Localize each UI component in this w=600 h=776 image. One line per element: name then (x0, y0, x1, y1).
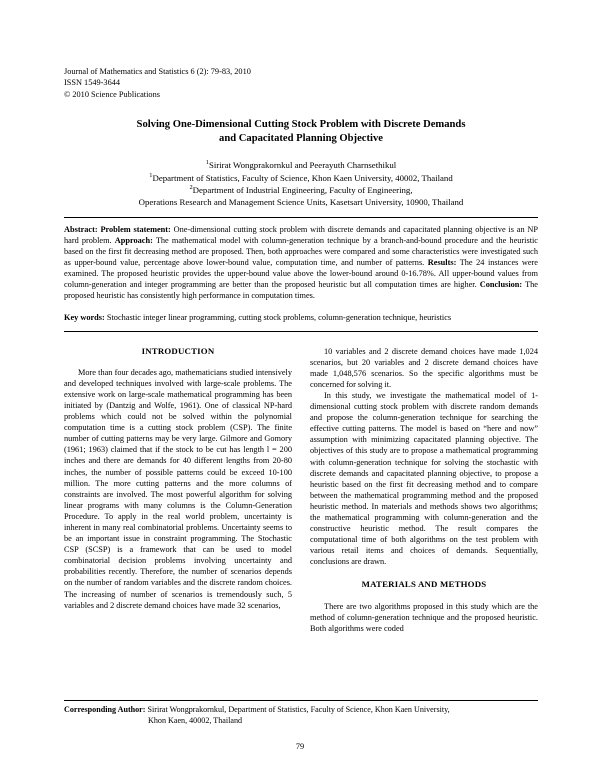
journal-header (64, 66, 538, 100)
section-heading-materials: MATERIALS AND METHODS (361, 579, 487, 590)
affiliation-1 (64, 172, 538, 184)
divider-bottom (64, 331, 538, 332)
footer-divider (64, 700, 538, 701)
author-list (64, 159, 538, 171)
abstract-block (64, 224, 538, 302)
affiliation-3 (64, 196, 538, 208)
affiliation-2 (64, 184, 538, 196)
affiliation-sup-2: 2 (189, 184, 193, 192)
page-number: 79 (295, 742, 305, 751)
paper-title (64, 118, 538, 146)
abstract-results-label: Results: (427, 258, 457, 268)
corresponding-author-line-1: Sirirat Wongprakornkul, Department of Statistics, Faculty of Science, Khon Kaen University, (147, 705, 450, 714)
affiliation-sup-1: 1 (149, 171, 153, 179)
corresponding-author-line-2: Khon Kaen, 40002, Thailand (148, 716, 243, 725)
abstract-label: Abstract: (64, 224, 98, 234)
abstract-conclusion-label: Conclusion: (479, 280, 523, 290)
corresponding-author-label: Corresponding Author: (64, 705, 146, 714)
author-names: Sirirat Wongprakornkul and Peerayuth Charnsethikul (208, 160, 397, 171)
column-right (310, 346, 538, 634)
keywords-label: Key words: (64, 312, 105, 322)
abstract-problem-label: Problem statement: (100, 224, 171, 234)
keywords-text: Stochastic integer linear programming, cutting stock problems, column-generation technique, heuristics (106, 312, 452, 322)
abstract-approach-label: Approach: (114, 235, 153, 245)
keywords-block (64, 312, 538, 323)
column-left (64, 346, 292, 634)
journal-copyright: © 2010 Science Publications (64, 89, 160, 99)
affiliation-2-text: Department of Industrial Engineering, Faculty of Engineering, (192, 185, 413, 196)
abstract-results-text: The 24 instances were examined. The proposed heuristic provides the upper-bound value above the lower-bound around 0-16.78%. All upper-bound values from column-generation and integer programming are better than the proposed heuristic but all computation times are higher. (64, 258, 538, 290)
paper-title-line-1: Solving One-Dimensional Cutting Stock Problem with Discrete Demands (136, 119, 466, 131)
affiliation-1-text: Department of Statistics, Faculty of Science, Khon Kaen University, 40002, Thailand (152, 172, 453, 183)
corresponding-author-block (64, 704, 538, 726)
intro-paragraph-2: 10 variables and 2 discrete demand choices have made 1,024 scenarios, but 20 variables and 2 discrete demand choices have made 1,048,576 scenarios. So the specific algorithms must be concerned for solving it. (310, 346, 538, 389)
intro-paragraph-3: In this study, we investigate the mathematical model of 1-dimensional cutting stock problem with discrete random demands and propose the column-generation technique for searching the effective cutting patterns. The model is based on “here and now” assumption with minimizing capacitated planning objective. The objectives of this study are to propose a mathematical programming with column-generation technique for solving the stochastic with discrete demands and capacitated planning objective, to propose a heuristic based on the first fit decreasing method and to compare between the mathematical programming method and the proposed heuristic method. In materials and methods shows two algorithms; the mathematical programming with column-generation and the constructive heuristic method. The result compares the computational time of both algorithms on the test problem with various retail items and choices of demands. Sequentially, conclusions are drawn. (310, 390, 538, 567)
materials-paragraph-1: There are two algorithms proposed in this study which are the method of column-generation technique and the proposed heuristic. Both algorithms were coded (310, 601, 538, 633)
journal-citation: Journal of Mathematics and Statistics 6 (2): 79-83, 2010 (64, 67, 251, 76)
intro-paragraph-1: More than four decades ago, mathematicians studied intensively and developed techniques involved with large-scale problems. The extensive work on large-scale mathematical programming has been initiated by (Dantzig and Wolfe, 1961). One of classical NP-hard problems which could not be solved within the polynomial computation time is a cutting stock problem (CSP). The finite number of cutting patterns may be very large. Gilmore and Gomory (1961; 1963) claimed that if the stock to be cut has length l = 200 inches and there are demands for 40 different lengths from 20-80 inches, the number of possible patterns could be exceed 10-100 million. The more cutting patterns and the more columns of constraints are involved. The most powerful algorithm for solving linear programs with many columns is the Column-Generation Procedure. To apply in the real world problem, uncertainty is inherent in many real combinatorial problems. Uncertainty seems to be an important issue in constraint programming. The Stochastic CSP (SCSP) is a framework that can be used to model combinatorial decision problems involving uncertainty and probabilities recently. Therefore, the number of scenarios depends on the number of random variables and the discrete random choices. The increasing of number of scenarios is tremendously such, 5 variables and 2 discrete demand choices have made 32 scenarios, (64, 367, 292, 610)
divider-top (64, 217, 538, 218)
body-columns (64, 346, 538, 634)
journal-issn: ISSN 1549-3644 (64, 78, 121, 88)
paper-title-line-2: and Capacitated Planning Objective (219, 133, 383, 145)
affiliation-3-text: Operations Research and Management Science Units, Kasetsart University, 10900, Thailand (138, 197, 464, 208)
section-heading-introduction: INTRODUCTION (141, 345, 215, 356)
abstract-approach-text: The mathematical model with column-generation technique by a branch-and-bound procedure and the heuristic based on the first fit decreasing method are proposed. Then, both approaches were compared and some characteristics were investigated such as upper-bound value, percentage above lower-bound value, computation time, and number of patterns. (64, 235, 538, 268)
abstract-conclusion-text: The proposed heuristic has consistently high performance in computation times. (64, 280, 538, 301)
author-sup-1: 1 (205, 159, 209, 167)
page-content (64, 66, 538, 634)
abstract-problem-text: One-dimensional cutting stock problem with discrete demands and capacitated planning objective is an NP hard problem. (64, 224, 538, 245)
